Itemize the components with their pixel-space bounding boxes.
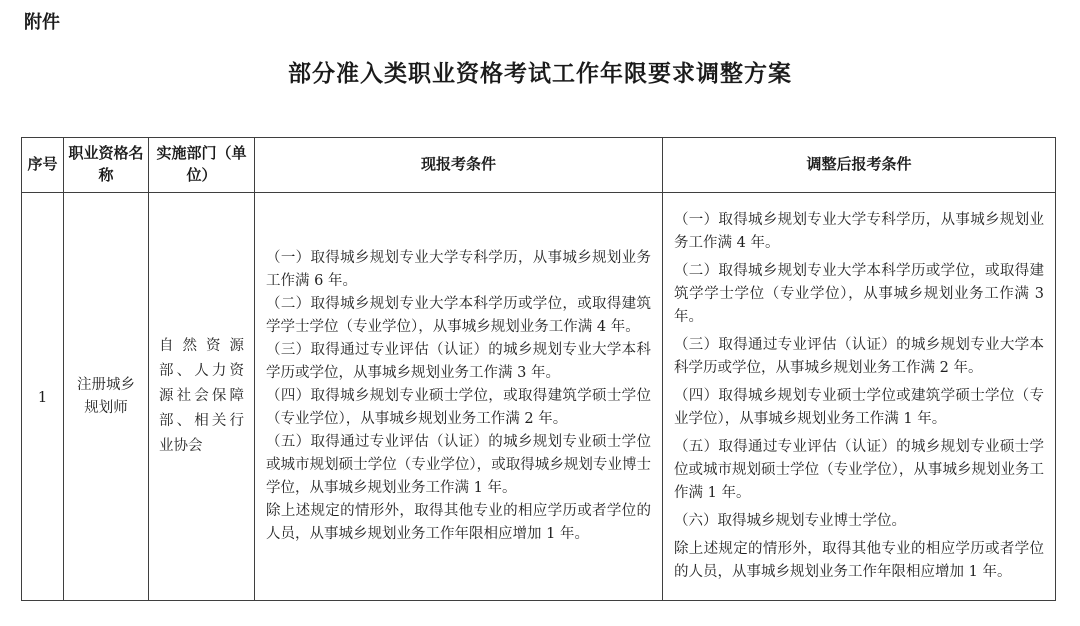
qualification-name-cell: 注册城乡规划师 — [64, 193, 149, 601]
col-header-qualification-name: 职业资格名称 — [64, 138, 149, 193]
condition-paragraph: （三）取得通过专业评估（认证）的城乡规划专业大学本科学历或学位，从事城乡规划业务工作满 3 年。 — [266, 342, 651, 381]
condition-paragraph: （四）取得城乡规划专业硕士学位，或取得建筑学硕士学位（专业学位），从事城乡规划业务工作满 2 年。 — [266, 388, 651, 427]
condition-paragraph: （二）取得城乡规划专业大学本科学历或学位，或取得建筑学学士学位（专业学位），从事城乡规划业务工作满 4 年。 — [266, 296, 651, 335]
table-row — [22, 193, 1056, 601]
condition-paragraph: 除上述规定的情形外，取得其他专业的相应学历或者学位的人员，从事城乡规划业务工作年限相应增加 1 年。 — [266, 503, 651, 542]
page-title: 部分准入类职业资格考试工作年限要求调整方案 — [288, 60, 792, 86]
condition-paragraph: （五）取得通过专业评估（认证）的城乡规划专业硕士学位或城市规划硕士学位（专业学位），或取得城乡规划专业博士学位，从事城乡规划业务工作满 1 年。 — [266, 434, 651, 496]
col-header-current-conditions: 现报考条件 — [255, 138, 663, 193]
col-header-department: 实施部门（单位） — [149, 138, 255, 193]
condition-paragraph: （五）取得通过专业评估（认证）的城乡规划专业硕士学位或城市规划硕士学位（专业学位），从事城乡规划业务工作满 1 年。 — [674, 439, 1044, 501]
col-header-no: 序号 — [22, 138, 64, 193]
condition-paragraph: 除上述规定的情形外，取得其他专业的相应学历或者学位的人员，从事城乡规划业务工作年限相应增加 1 年。 — [674, 541, 1044, 580]
adjusted-conditions-cell — [663, 193, 1056, 601]
condition-paragraph: （三）取得通过专业评估（认证）的城乡规划专业大学本科学历或学位，从事城乡规划业务工作满 2 年。 — [674, 337, 1044, 376]
row-number-cell: 1 — [22, 193, 64, 601]
condition-paragraph: （一）取得城乡规划专业大学专科学历，从事城乡规划业务工作满 6 年。 — [266, 250, 651, 289]
col-header-adjusted-conditions: 调整后报考条件 — [663, 138, 1056, 193]
requirements-table — [21, 137, 1056, 601]
condition-paragraph: （四）取得城乡规划专业硕士学位或建筑学硕士学位（专业学位），从事城乡规划业务工作满 1 年。 — [674, 388, 1044, 427]
condition-paragraph: （六）取得城乡规划专业博士学位。 — [674, 513, 906, 529]
condition-paragraph: （二）取得城乡规划专业大学本科学历或学位，或取得建筑学学士学位（专业学位），从事城乡规划业务工作满 3 年。 — [674, 263, 1044, 325]
attachment-label: 附件 — [24, 12, 60, 32]
condition-paragraph: （一）取得城乡规划专业大学专科学历，从事城乡规划业务工作满 4 年。 — [674, 212, 1044, 251]
table-header-row — [22, 138, 1056, 193]
current-conditions-cell — [255, 193, 663, 601]
department-cell: 自然资源部、人力资源社会保障部、相关行业协会 — [149, 193, 255, 601]
